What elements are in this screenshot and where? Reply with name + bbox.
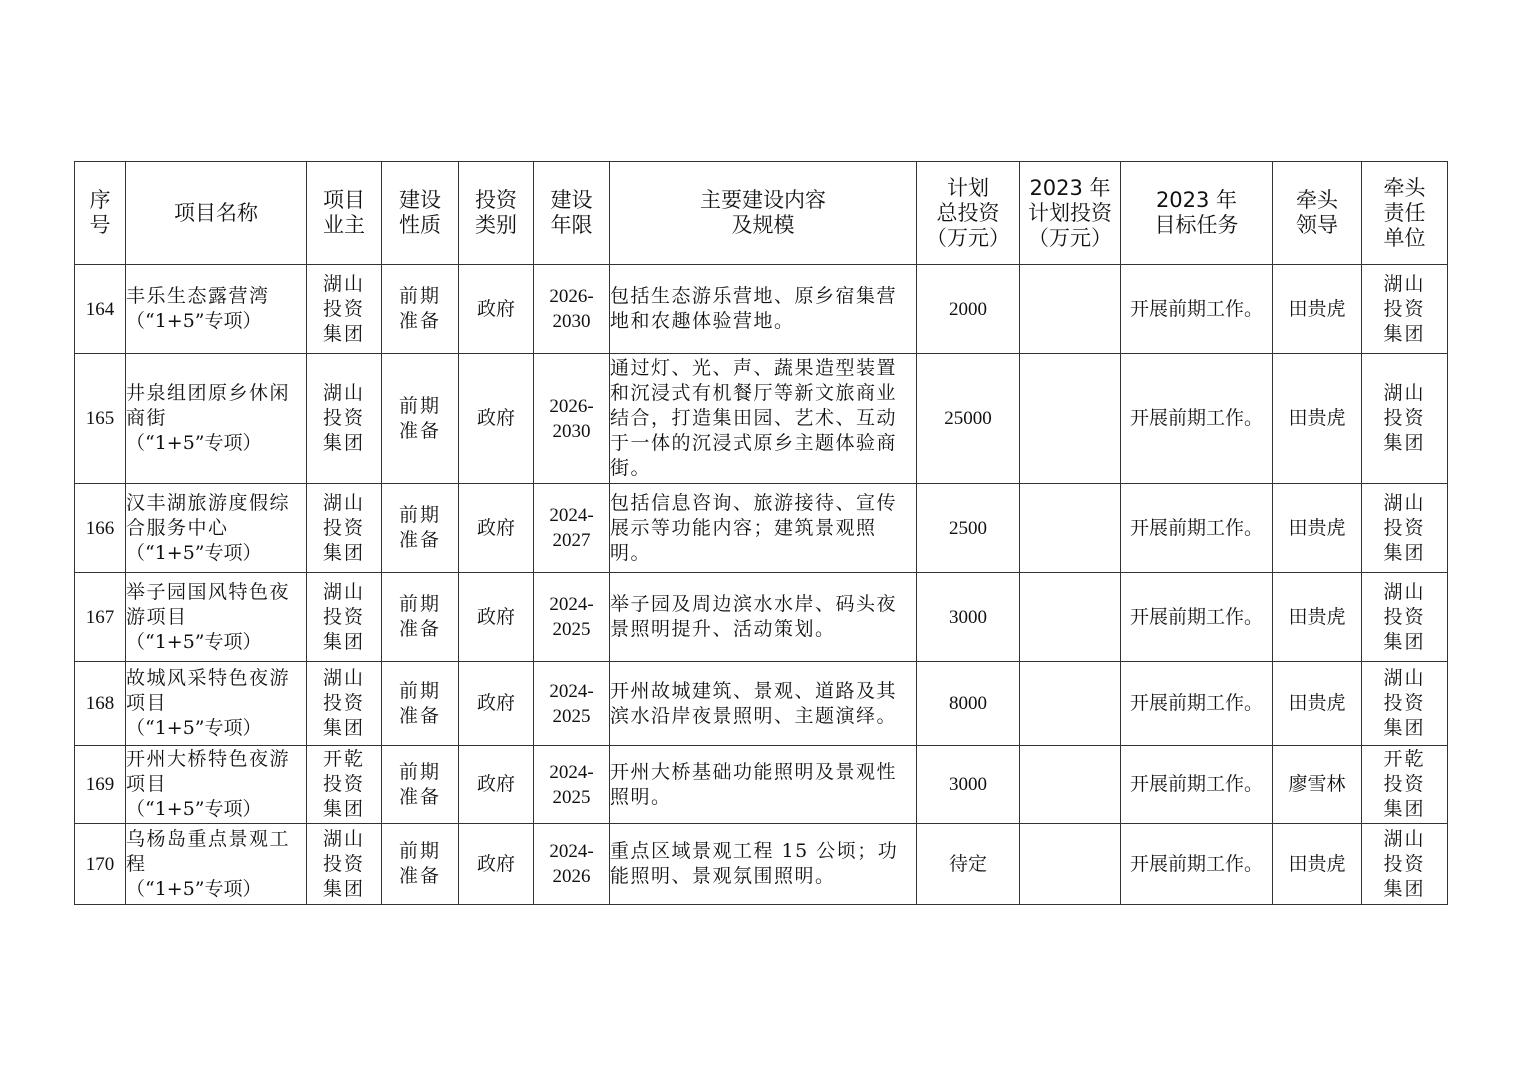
table-row (75, 746, 1448, 824)
table-row (75, 354, 1448, 484)
row-content: 通过灯、光、声、蔬果造型装置和沉浸式有机餐厅等新文旅商业结合，打造集田园、艺术、互动于一体的沉浸式原乡主题体验商街。 (610, 354, 917, 484)
project-name-text: 乌杨岛重点景观工程 (126, 827, 291, 875)
row-responsible-unit: 湖山 投资 集团 (1362, 824, 1448, 905)
table-row (75, 484, 1448, 573)
row-total-investment: 2500 (917, 484, 1020, 573)
row-period: 2024- 2026 (534, 824, 610, 905)
row-leader: 廖雪林 (1273, 746, 1362, 824)
row-project-name (126, 746, 307, 824)
project-tag: （“1+5”专项） (126, 630, 262, 653)
header-period: 建设 年限 (534, 162, 610, 265)
row-owner: 开乾 投资 集团 (307, 746, 382, 824)
header-2023-target: 2023 年 目标任务 (1121, 162, 1273, 265)
row-2023-plan-investment (1020, 484, 1121, 573)
row-content: 重点区域景观工程 15 公顷；功能照明、景观氛围照明。 (610, 824, 917, 905)
project-name-text: 井泉组团原乡休闲商街 (126, 382, 291, 429)
header-responsible-unit: 牵头 责任 单位 (1362, 162, 1448, 265)
row-seq: 169 (75, 746, 126, 824)
row-nature: 前期 准备 (382, 484, 459, 573)
row-2023-target: 开展前期工作。 (1121, 746, 1273, 824)
project-name-text: 故城风采特色夜游项目 (126, 667, 291, 714)
row-content: 包括信息咨询、旅游接待、宣传展示等功能内容；建筑景观照明。 (610, 484, 917, 573)
project-name-text: 汉丰湖旅游度假综合服务中心 (126, 491, 291, 539)
row-leader: 田贵虎 (1273, 662, 1362, 746)
project-tag: （“1+5”专项） (126, 310, 262, 332)
table-row (75, 573, 1448, 662)
row-2023-plan-investment (1020, 824, 1121, 905)
row-invest-type: 政府 (459, 354, 534, 484)
row-responsible-unit: 湖山 投资 集团 (1362, 662, 1448, 746)
table-row (75, 662, 1448, 746)
row-2023-plan-investment (1020, 746, 1121, 824)
project-tag: （“1+5”专项） (126, 798, 262, 820)
row-2023-plan-investment (1020, 265, 1121, 354)
row-owner: 湖山 投资 集团 (307, 484, 382, 573)
row-2023-target: 开展前期工作。 (1121, 354, 1273, 484)
row-seq: 170 (75, 824, 126, 905)
row-invest-type: 政府 (459, 662, 534, 746)
row-total-investment: 3000 (917, 746, 1020, 824)
header-leader: 牵头 领导 (1273, 162, 1362, 265)
row-owner: 湖山 投资 集团 (307, 824, 382, 905)
row-total-investment: 25000 (917, 354, 1020, 484)
row-period: 2024- 2025 (534, 746, 610, 824)
row-content: 包括生态游乐营地、原乡宿集营地和农趣体验营地。 (610, 265, 917, 354)
row-owner: 湖山 投资 集团 (307, 573, 382, 662)
row-responsible-unit: 湖山 投资 集团 (1362, 573, 1448, 662)
project-tag: （“1+5”专项） (126, 432, 262, 454)
row-total-investment: 3000 (917, 573, 1020, 662)
row-total-investment: 待定 (917, 824, 1020, 905)
row-content: 开州大桥基础功能照明及景观性照明。 (610, 746, 917, 824)
row-responsible-unit: 湖山 投资 集团 (1362, 484, 1448, 573)
header-content: 主要建设内容 及规模 (610, 162, 917, 265)
row-period: 2024- 2025 (534, 662, 610, 746)
header-owner: 项目 业主 (307, 162, 382, 265)
header-2023-plan-investment: 2023 年 计划投资 （万元） (1020, 162, 1121, 265)
row-nature: 前期 准备 (382, 746, 459, 824)
row-project-name (126, 354, 307, 484)
table-row (75, 265, 1448, 354)
row-2023-plan-investment (1020, 354, 1121, 484)
table-row (75, 824, 1448, 905)
header-invest-type: 投资 类别 (459, 162, 534, 265)
row-2023-target: 开展前期工作。 (1121, 662, 1273, 746)
row-2023-plan-investment (1020, 573, 1121, 662)
row-project-name (126, 573, 307, 662)
project-tag: （“1+5”专项） (126, 717, 262, 739)
row-leader: 田贵虎 (1273, 265, 1362, 354)
row-seq: 165 (75, 354, 126, 484)
row-period: 2026- 2030 (534, 354, 610, 484)
row-project-name (126, 484, 307, 573)
project-name-text: 举子园国风特色夜游项目 (126, 580, 291, 628)
project-table (74, 161, 1448, 905)
row-project-name (126, 265, 307, 354)
row-responsible-unit: 开乾 投资 集团 (1362, 746, 1448, 824)
row-responsible-unit: 湖山 投资 集团 (1362, 354, 1448, 484)
row-project-name (126, 824, 307, 905)
row-project-name (126, 662, 307, 746)
row-nature: 前期 准备 (382, 354, 459, 484)
row-2023-plan-investment (1020, 662, 1121, 746)
row-invest-type: 政府 (459, 265, 534, 354)
row-leader: 田贵虎 (1273, 824, 1362, 905)
project-name-text: 丰乐生态露营湾 (126, 285, 270, 307)
row-invest-type: 政府 (459, 573, 534, 662)
row-period: 2024- 2027 (534, 484, 610, 573)
row-2023-target: 开展前期工作。 (1121, 824, 1273, 905)
row-2023-target: 开展前期工作。 (1121, 265, 1273, 354)
row-2023-target: 开展前期工作。 (1121, 484, 1273, 573)
row-seq: 166 (75, 484, 126, 573)
row-total-investment: 2000 (917, 265, 1020, 354)
row-nature: 前期 准备 (382, 573, 459, 662)
row-invest-type: 政府 (459, 746, 534, 824)
row-total-investment: 8000 (917, 662, 1020, 746)
row-seq: 167 (75, 573, 126, 662)
row-period: 2026- 2030 (534, 265, 610, 354)
project-name-text: 开州大桥特色夜游项目 (126, 748, 291, 795)
row-responsible-unit: 湖山 投资 集团 (1362, 265, 1448, 354)
header-nature: 建设 性质 (382, 162, 459, 265)
row-owner: 湖山 投资 集团 (307, 265, 382, 354)
row-nature: 前期 准备 (382, 824, 459, 905)
row-invest-type: 政府 (459, 824, 534, 905)
row-nature: 前期 准备 (382, 662, 459, 746)
row-2023-target: 开展前期工作。 (1121, 573, 1273, 662)
row-leader: 田贵虎 (1273, 484, 1362, 573)
row-period: 2024- 2025 (534, 573, 610, 662)
header-name: 项目名称 (126, 162, 307, 265)
row-leader: 田贵虎 (1273, 354, 1362, 484)
row-owner: 湖山 投资 集团 (307, 662, 382, 746)
header-seq: 序 号 (75, 162, 126, 265)
project-tag: （“1+5”专项） (126, 877, 262, 900)
row-seq: 168 (75, 662, 126, 746)
row-seq: 164 (75, 265, 126, 354)
row-leader: 田贵虎 (1273, 573, 1362, 662)
row-content: 举子园及周边滨水水岸、码头夜景照明提升、活动策划。 (610, 573, 917, 662)
project-tag: （“1+5”专项） (126, 541, 262, 564)
row-nature: 前期 准备 (382, 265, 459, 354)
row-content: 开州故城建筑、景观、道路及其滨水沿岸夜景照明、主题演绎。 (610, 662, 917, 746)
row-owner: 湖山 投资 集团 (307, 354, 382, 484)
table-header-row (75, 162, 1448, 265)
row-invest-type: 政府 (459, 484, 534, 573)
header-total-investment: 计划 总投资 （万元） (917, 162, 1020, 265)
